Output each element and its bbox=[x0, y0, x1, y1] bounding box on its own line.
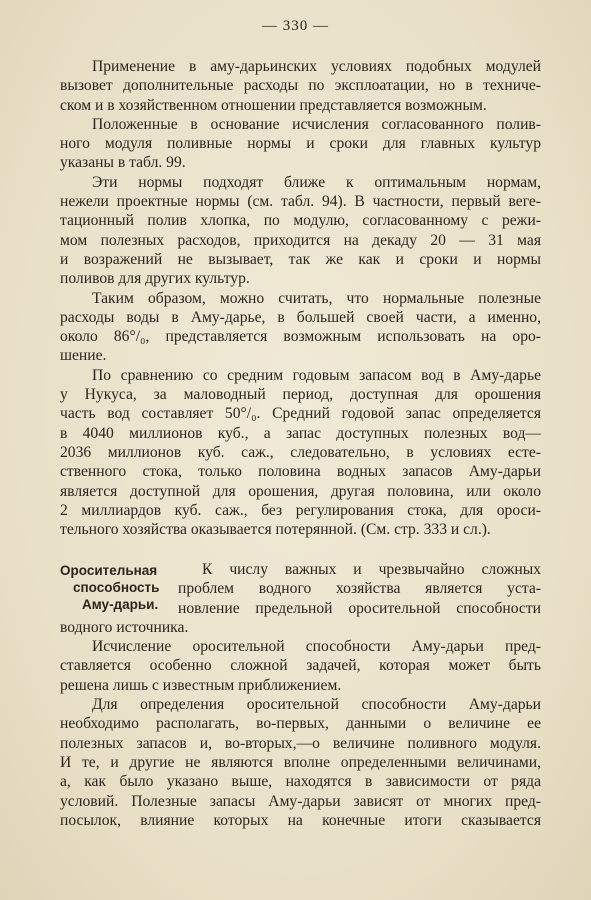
text-line: проблем водного хозяйства является уста- bbox=[178, 580, 541, 598]
text-line: полезных запасов и, во-вторых,—о величине поливного модуля. bbox=[60, 734, 541, 752]
text-line: тельного хозяйства оказывается потерянной. (См. стр. 333 и сл.). bbox=[60, 521, 491, 539]
text-line: Исчисление оросительной способности Аму-дарьи пред- bbox=[92, 638, 541, 656]
margin-heading bbox=[60, 562, 178, 613]
text-line: 2 миллиардов куб. саж., без регулирования стока, для ороси- bbox=[60, 501, 541, 519]
margin-heading-line: Оросительная bbox=[60, 563, 158, 578]
text-line: Для определения оросительной способности Аму-дарьи bbox=[92, 696, 541, 714]
text-line: часть вод составляет 50°/₀. Средний годовой запас определяется bbox=[60, 405, 541, 423]
paragraph bbox=[60, 289, 541, 366]
text-line: условий. Полезные запасы Аму-дарьи зависят от многих пред- bbox=[60, 792, 541, 810]
text-line: 2036 миллионов куб. саж., следовательно, в условиях есте- bbox=[60, 443, 541, 461]
text-line: ставляется особенно сложной задачей, которая может быть bbox=[60, 657, 541, 675]
text-line: водного источника. bbox=[60, 618, 189, 636]
text-line: у Нукуса, за маловодный период, доступная для орошения bbox=[60, 386, 541, 404]
text-line: Положенные в основание исчисления согласованного полив- bbox=[92, 115, 541, 133]
text-line: К числу важных и чрезвычайно сложных bbox=[202, 561, 541, 578]
text-line: необходимо располагать, во-первых, данными о величине ее bbox=[60, 715, 541, 733]
text-line: в 4040 миллионов куб., а запас доступных полезных вод— bbox=[60, 424, 541, 442]
irrigation-capacity-section bbox=[60, 560, 541, 830]
text-line: расходы воды в Аму-дарье, в большей своей части, а именно, bbox=[60, 308, 541, 326]
paragraph bbox=[60, 695, 541, 830]
paragraph bbox=[60, 173, 541, 289]
text-line: нежели проектные нормы (см. табл. 94). В частности, первый веге- bbox=[60, 193, 541, 211]
text-line: мом полезных расходов, приходится на декаду 20 — 31 мая bbox=[60, 231, 541, 249]
paragraph bbox=[60, 637, 541, 695]
text-line: По сравнению со средним годовым запасом вод в Аму-дарье bbox=[92, 366, 541, 384]
text-line: ственного стока, только половина водных запасов Аму-дарьи bbox=[60, 463, 541, 481]
text-line: и возражений не вызывает, так же как и сроки и нормы bbox=[60, 250, 541, 268]
text-line: является доступной для орошения, другая половина, или около bbox=[60, 482, 541, 500]
text-line: ного модуля поливные нормы и сроки для главных культур bbox=[60, 135, 541, 153]
text-line: Применение в аму-дарьинских условиях подобных модулей bbox=[92, 58, 541, 75]
paragraph bbox=[60, 366, 541, 540]
text-line: поливов для других культур. bbox=[60, 270, 250, 288]
text-line: Эти нормы подходят ближе к оптимальным нормам, bbox=[92, 173, 541, 191]
paragraph bbox=[60, 115, 541, 173]
section-intro bbox=[178, 560, 541, 618]
text-line: новление предельной оросительной способности bbox=[178, 599, 541, 617]
text-line: вызовет дополнительные расходы по эксплоатации, но в техниче- bbox=[60, 77, 541, 95]
text-line: посылок, влияние которых на конечные итоги сказывается bbox=[60, 811, 541, 829]
text-line: указаны в табл. 99. bbox=[60, 154, 186, 172]
page-number: — 330 — bbox=[262, 18, 329, 34]
text-line: около 86°/₀, представляется возможным использовать на оро- bbox=[60, 328, 541, 346]
text-line: решена лишь с известным приближением. bbox=[60, 676, 342, 694]
main-text bbox=[60, 57, 541, 539]
text-line: а, как было указано выше, находятся в зависимости от ряда bbox=[60, 773, 541, 791]
text-line: И те, и другие не являются вполне определенными величинами, bbox=[60, 753, 541, 771]
text-line: шение. bbox=[60, 347, 107, 365]
margin-heading-line: способность bbox=[73, 580, 160, 595]
text-line: ском и в хозяйственном отношении представляется возможным. bbox=[60, 96, 487, 114]
text-line: Таким образом, можно считать, что нормальные полезные bbox=[92, 289, 541, 307]
margin-heading-line: Аму-дарьи. bbox=[82, 597, 159, 612]
paragraph bbox=[60, 57, 541, 115]
text-line: тационный полив хлопка, по модулю, согласованному с режи- bbox=[60, 212, 541, 230]
